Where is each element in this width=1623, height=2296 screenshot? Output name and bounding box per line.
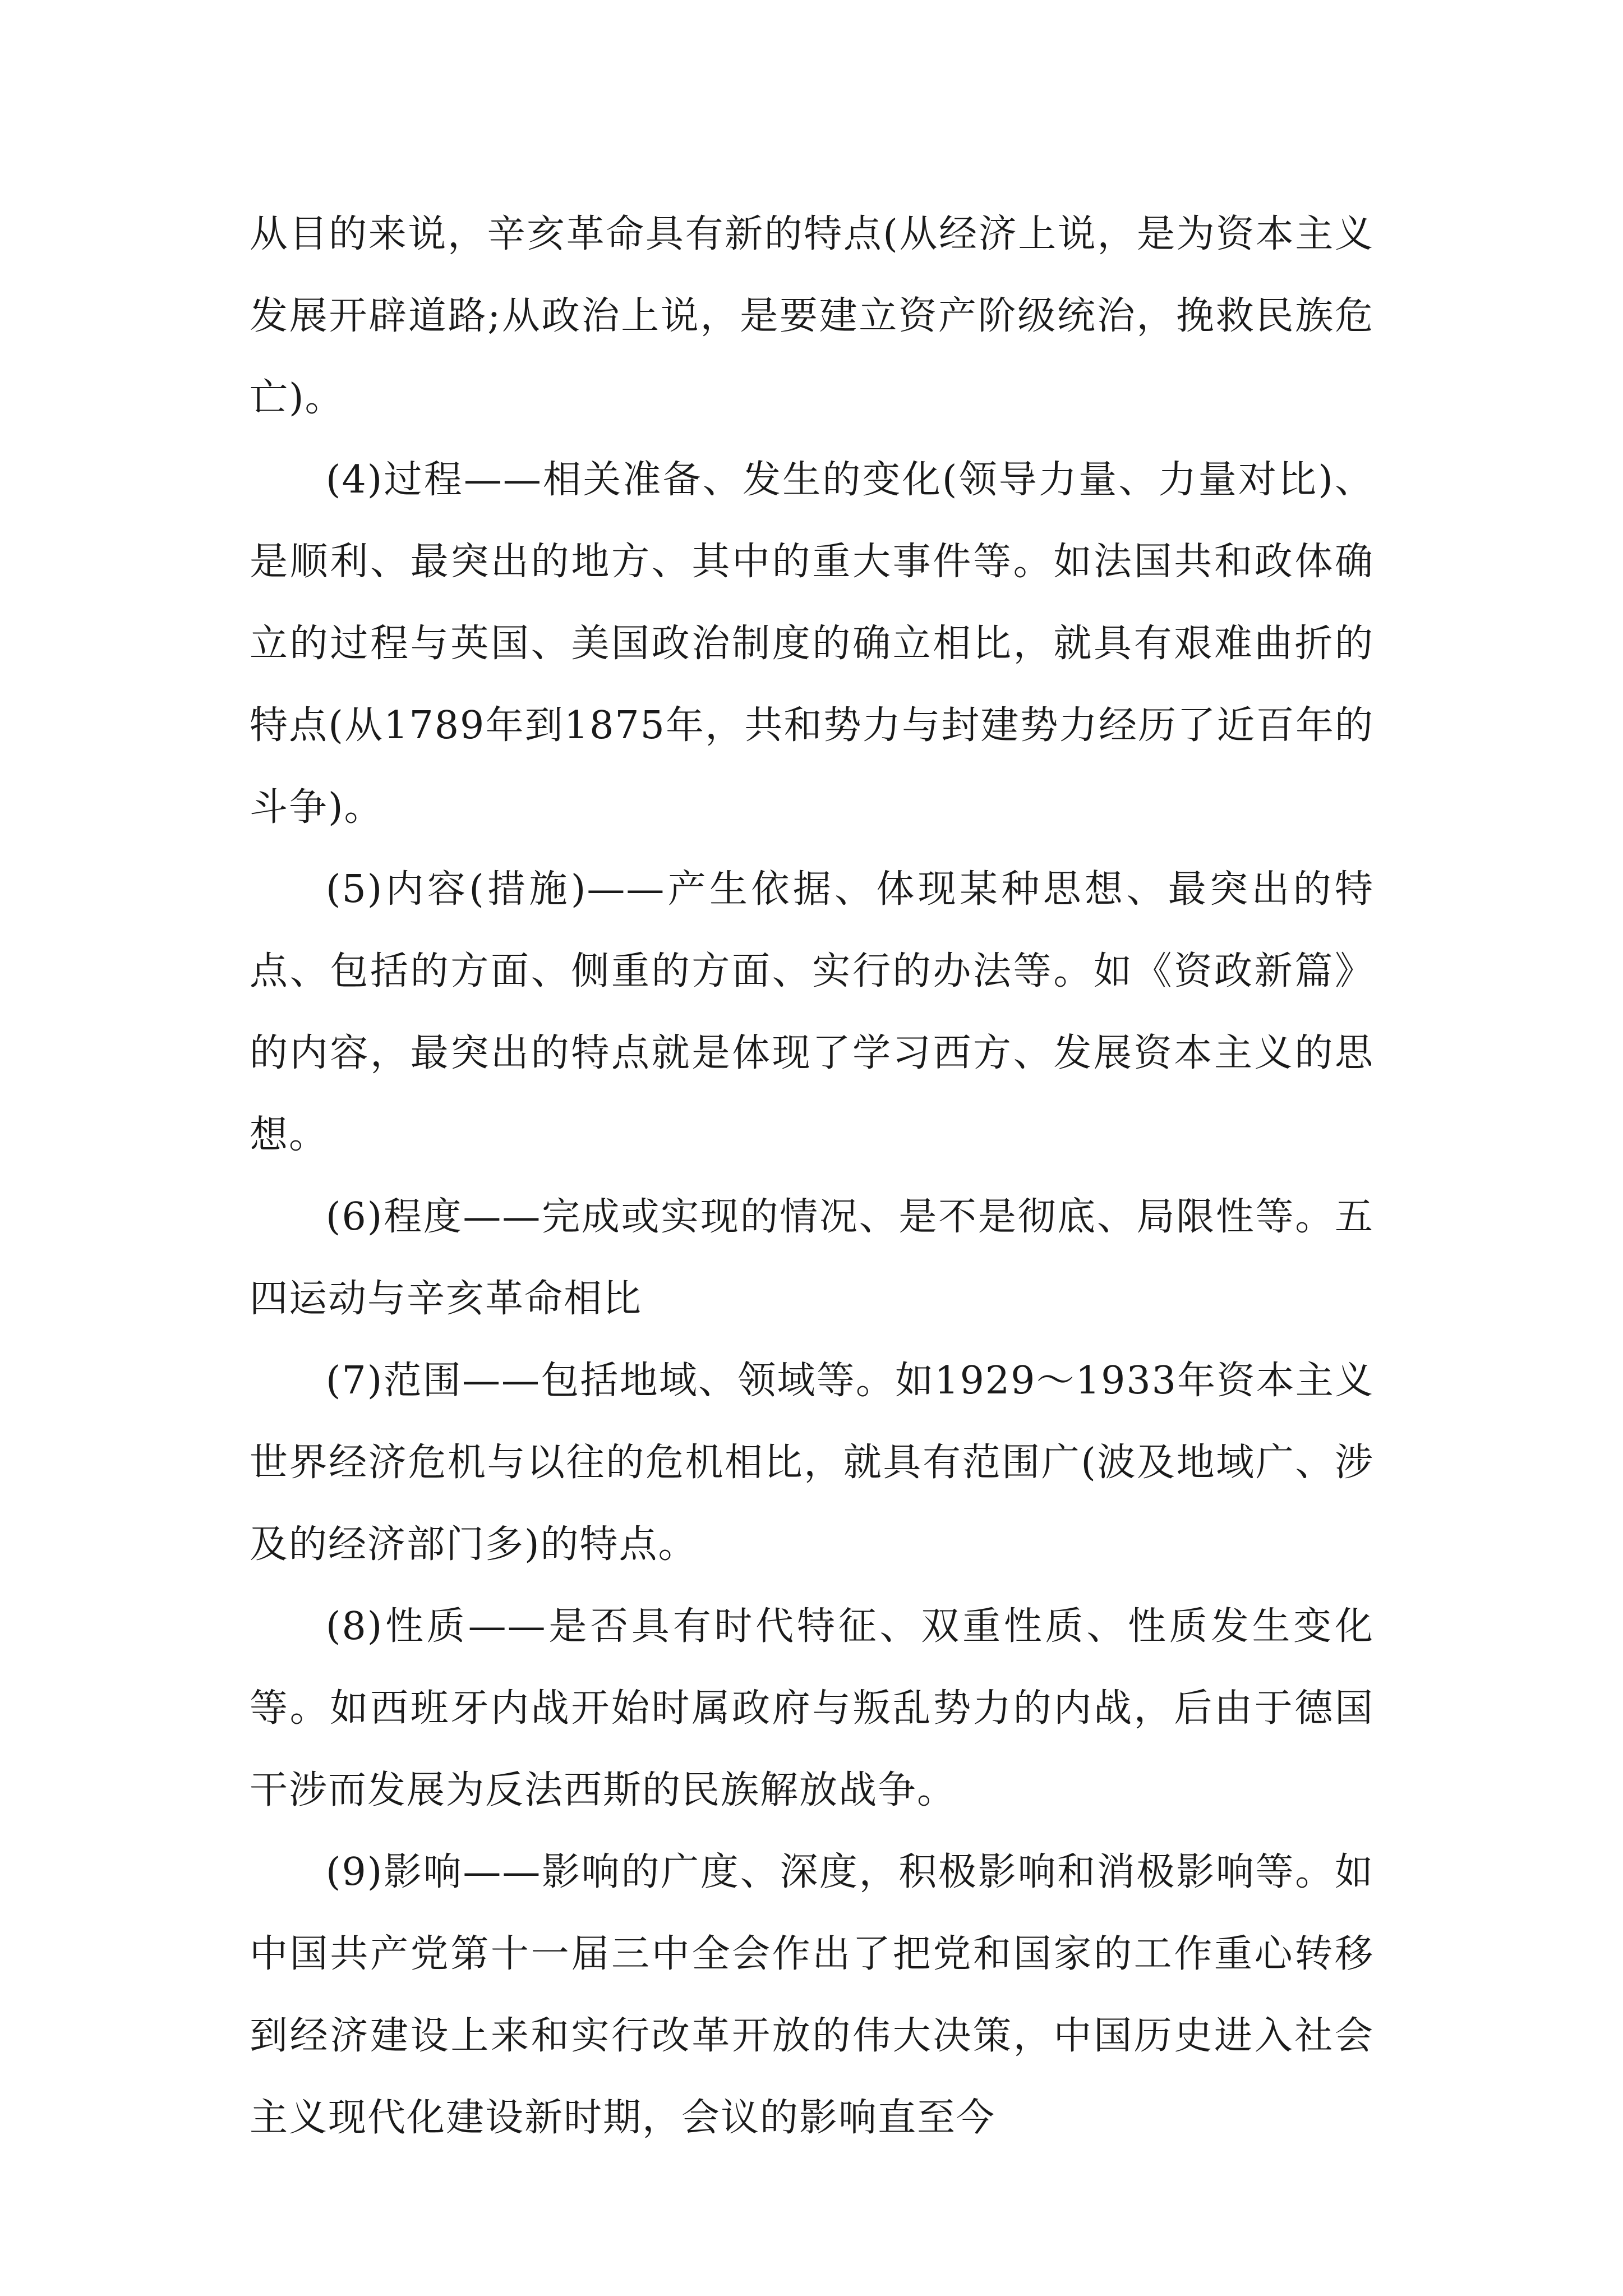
paragraph-influence: (9)影响——影响的广度、深度，积极影响和消极影响等。如中国共产党第十一届三中全会作出了把党和国家的工作重心转移到经济建设上来和实行改革开放的伟大决策，中国历史进入社会主义现代化建设新时期，会议的影响直至今 (250, 1850, 1374, 2140)
document-page (250, 194, 1374, 2159)
paragraph-scope: (7)范围——包括地域、领域等。如1929～1933年资本主义世界经济危机与以往的危机相比，就具有范围广(波及地域广、涉及的经济部门多)的特点。 (250, 1359, 1374, 1567)
paragraph-content: (5)内容(措施)——产生依据、体现某种思想、最突出的特点、包括的方面、侧重的方面、实行的办法等。如《资政新篇》的内容，最突出的特点就是体现了学习西方、发展资本主义的思想。 (250, 867, 1374, 1157)
paragraph-nature: (8)性质——是否具有时代特征、双重性质、性质发生变化等。如西班牙内战开始时属政府与叛乱势力的内战，后由于德国干涉而发展为反法西斯的民族解放战争。 (250, 1604, 1374, 1812)
paragraph-degree: (6)程度——完成或实现的情况、是不是彻底、局限性等。五四运动与辛亥革命相比 (250, 1195, 1374, 1321)
paragraph-goal-continuation: 从目的来说，辛亥革命具有新的特点(从经济上说，是为资本主义发展开辟道路;从政治上说，是要建立资产阶级统治，挽救民族危亡)。 (250, 212, 1374, 420)
paragraph-process: (4)过程——相关准备、发生的变化(领导力量、力量对比)、是顺利、最突出的地方、其中的重大事件等。如法国共和政体确立的过程与英国、美国政治制度的确立相比，就具有艰难曲折的特点(从1789年到1875年，共和势力与封建势力经历了近百年的斗争)。 (250, 458, 1374, 830)
